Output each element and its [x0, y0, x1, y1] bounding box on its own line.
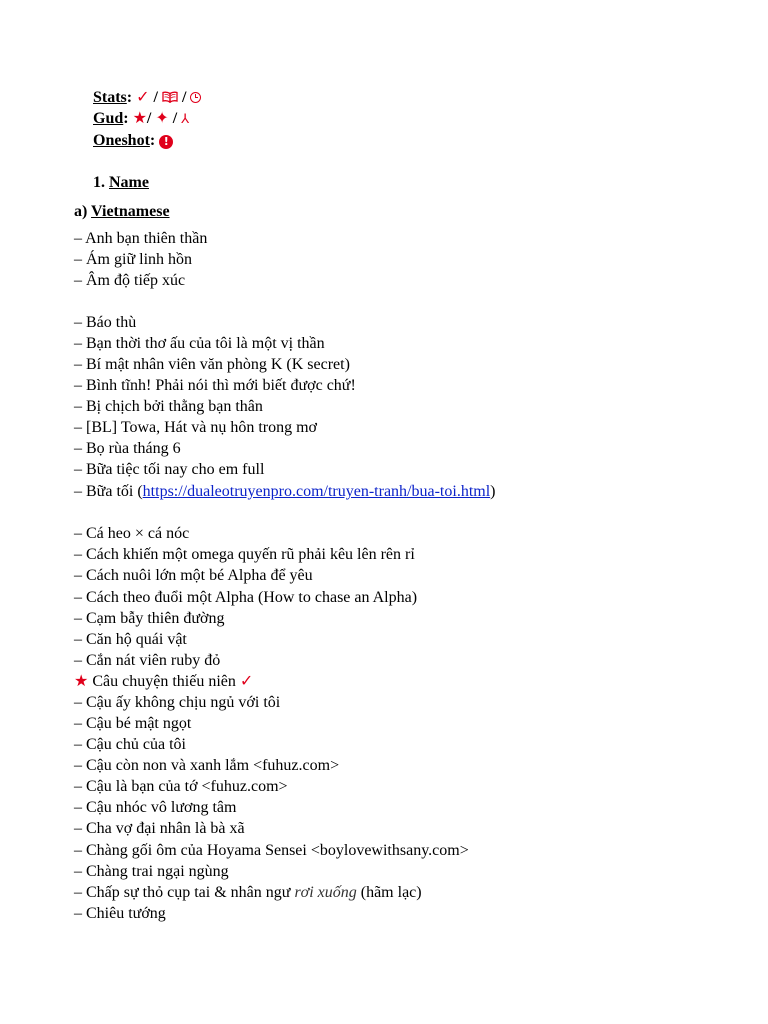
- colon: :: [149, 132, 156, 149]
- list-item: – Âm độ tiếp xúc: [74, 272, 186, 289]
- list-item: – Cậu bé mật ngọt: [74, 715, 192, 732]
- list-item: – Chàng gối ôm của Hoyama Sensei <boylovewithsany.com>: [74, 842, 469, 859]
- list-item-with-link: [74, 481, 495, 502]
- list-item: – Cắn nát viên ruby đỏ: [74, 652, 221, 669]
- list-item: – Ám giữ linh hồn: [74, 251, 193, 268]
- list-item-text: – Bữa tối (: [74, 483, 143, 500]
- sparkle-icon: ✦: [155, 110, 169, 127]
- separator: /: [172, 110, 178, 127]
- list-item: – Cậu chủ của tôi: [74, 736, 186, 753]
- list-item: – Bạn thời thơ ấu của tôi là một vị thần: [74, 335, 325, 352]
- list-item: – Bí mật nhân viên văn phòng K (K secret): [74, 356, 350, 373]
- list-item: – Cậu ấy không chịu ngủ với tôi: [74, 694, 281, 711]
- oneshot-label: Oneshot: [93, 132, 150, 149]
- list-item: – Cá heo × cá nóc: [74, 525, 190, 542]
- star-icon: ★: [132, 110, 147, 127]
- open-book-icon: [162, 91, 178, 103]
- subsection-heading: [74, 201, 170, 222]
- list-item: – Chàng trai ngại ngùng: [74, 863, 229, 880]
- list-item: – Cạm bẫy thiên đường: [74, 610, 225, 627]
- bua-toi-link[interactable]: https://dualeotruyenpro.com/truyen-tranh/bua-toi.html: [142, 483, 491, 500]
- list-item: – Cậu là bạn của tớ <fuhuz.com>: [74, 778, 288, 795]
- featured-list-item: [74, 671, 253, 692]
- stats-label: Stats: [93, 89, 127, 106]
- italic-text: rơi xuống: [294, 884, 357, 901]
- list-item: – Bị chịch bởi thằng bạn thân: [74, 398, 263, 415]
- section-title: Name: [109, 174, 149, 191]
- list-item-text: (hãm lạc): [356, 884, 422, 901]
- list-item: – Bữa tiệc tối nay cho em full: [74, 461, 265, 478]
- list-item: – [BL] Towa, Hát và nụ hôn trong mơ: [74, 419, 318, 436]
- list-item: – Cách khiến một omega quyến rũ phải kêu lên rên rỉ: [74, 546, 415, 563]
- list-item: – Cậu còn non và xanh lắm <fuhuz.com>: [74, 757, 340, 774]
- list-item-text: ): [490, 483, 496, 500]
- exclamation-icon: !: [159, 135, 173, 149]
- list-item: – Căn hộ quái vật: [74, 631, 187, 648]
- list-item: – Cha vợ đại nhân là bà xã: [74, 820, 245, 837]
- subsection-title: Vietnamese: [91, 203, 170, 220]
- list-item: – Cách theo đuổi một Alpha (How to chase an Alpha): [74, 589, 418, 606]
- list-item: – Anh bạn thiên thần: [74, 230, 208, 247]
- clock-icon: [190, 92, 201, 103]
- gud-line: [93, 108, 189, 129]
- featured-title: Câu chuyện thiếu niên: [88, 673, 240, 690]
- list-item: – Chiêu tướng: [74, 905, 166, 922]
- list-item: – Bọ rùa tháng 6: [74, 440, 181, 457]
- section-number: 1.: [93, 174, 105, 191]
- gud-label: Gud: [93, 110, 124, 127]
- check-icon: ✓: [239, 673, 254, 690]
- oneshot-line: [93, 130, 173, 151]
- list-item: – Bình tĩnh! Phải nói thì mới biết được chứ!: [74, 377, 356, 394]
- colon: :: [126, 89, 133, 106]
- stats-line: [93, 87, 201, 108]
- star-icon: ★: [74, 673, 89, 690]
- section-heading: [93, 172, 149, 193]
- list-item: – Báo thù: [74, 314, 137, 331]
- inverted-y-icon: ⅄: [181, 111, 190, 126]
- colon: :: [123, 110, 129, 127]
- separator: /: [146, 110, 152, 127]
- separator: /: [181, 89, 187, 106]
- subsection-letter: a): [74, 203, 88, 220]
- list-item: [74, 882, 422, 903]
- list-item: – Cách nuôi lớn một bé Alpha để yêu: [74, 567, 313, 584]
- check-icon: ✓: [136, 89, 150, 106]
- list-item: – Cậu nhóc vô lương tâm: [74, 799, 237, 816]
- separator: /: [153, 89, 158, 106]
- list-item-text: – Chấp sự thỏ cụp tai & nhân ngư: [74, 884, 295, 901]
